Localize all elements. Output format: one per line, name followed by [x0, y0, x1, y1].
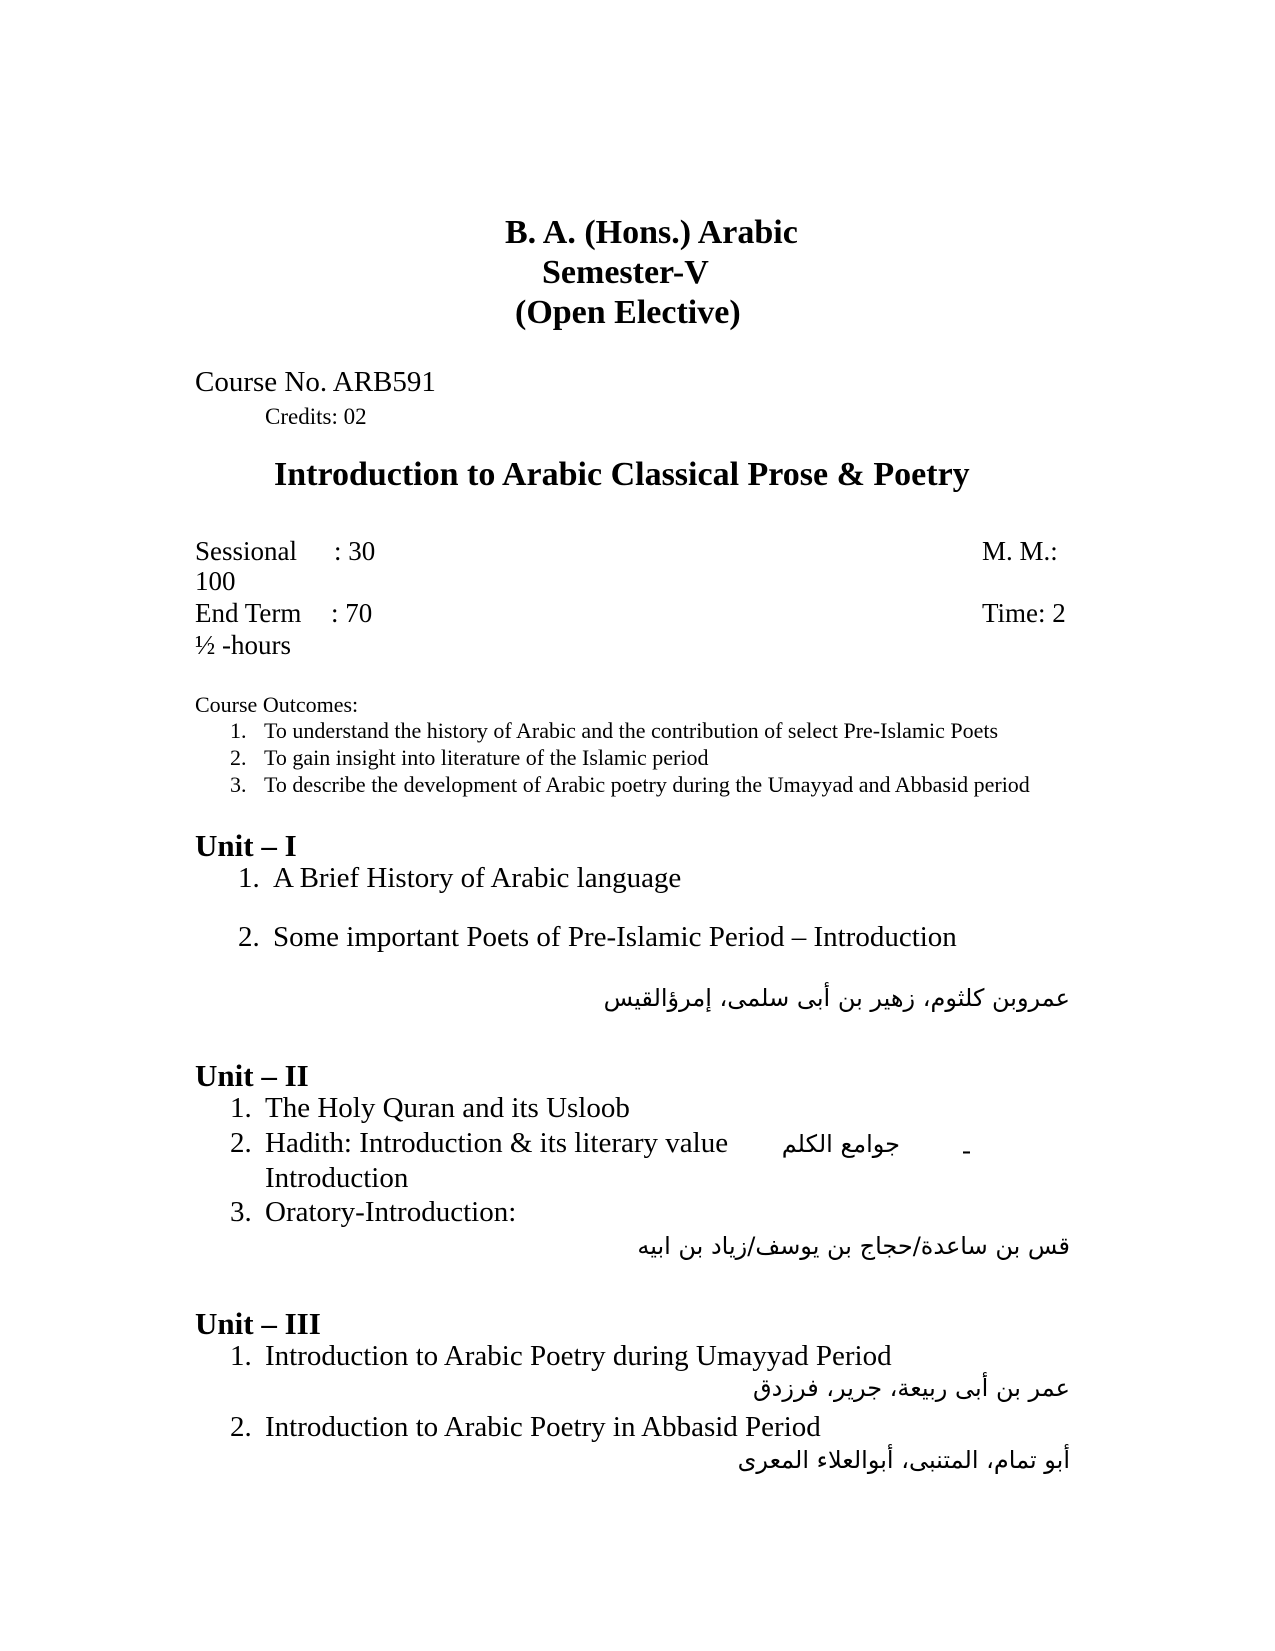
elective-type: (Open Elective) [515, 294, 741, 331]
unit-1-arabic-poets: عمروبن كلثوم، زهير بن أبى سلمى، إمرؤالقيس [603, 984, 1070, 1012]
outcome-number: 3. [230, 772, 247, 797]
item-number: 3. [230, 1196, 252, 1228]
unit-2-item-2-continuation: Introduction [265, 1162, 409, 1194]
end-term-value: : 70 [331, 598, 373, 628]
outcome-text: To understand the history of Arabic and the contribution of select Pre-Islamic Poets [264, 718, 999, 743]
max-marks-value: 100 [195, 566, 236, 596]
time-label: Time: 2 [982, 598, 1066, 628]
item-text: Some important Poets of Pre-Islamic Period – Introduction [273, 921, 957, 953]
course-outcomes-heading: Course Outcomes: [195, 692, 359, 717]
item-text: The Holy Quran and its Usloob [265, 1092, 630, 1124]
unit-3-item-2-arabic: أبو تمام، المتنبى، أبوالعلاء المعرى [737, 1446, 1070, 1474]
unit-3-heading: Unit – III [195, 1306, 321, 1341]
outcome-number: 1. [230, 718, 247, 743]
unit-2-item-2-dash: - [962, 1135, 971, 1165]
unit-1-heading: Unit – I [195, 828, 297, 863]
sessional-value: : 30 [334, 536, 376, 566]
item-text: Introduction to Arabic Poetry in Abbasid Period [265, 1411, 821, 1443]
semester-title: Semester-V [542, 254, 709, 291]
program-title: B. A. (Hons.) Arabic [505, 214, 798, 251]
unit-2-item-2-arabic: جوامع الكلم [781, 1130, 900, 1158]
course-title: Introduction to Arabic Classical Prose & Poetry [274, 456, 970, 493]
unit-2-arabic-orators: قس بن ساعدة/حجاج بن يوسف/زياد بن ابيه [637, 1232, 1070, 1260]
outcome-number: 2. [230, 745, 247, 770]
item-number: 1. [238, 862, 260, 894]
unit-3-item-1-arabic: عمر بن أبى ربيعة، جرير، فرزدق [753, 1374, 1070, 1402]
item-number: 1. [230, 1340, 252, 1372]
item-number: 2. [238, 921, 260, 953]
max-marks-label: M. M.: [982, 536, 1058, 566]
outcome-text: To gain insight into literature of the Islamic period [264, 745, 709, 770]
unit-2-heading: Unit – II [195, 1058, 309, 1093]
item-number: 2. [230, 1127, 252, 1159]
course-number: Course No. ARB591 [195, 366, 436, 398]
course-credits: Credits: 02 [265, 404, 367, 429]
item-number: 2. [230, 1411, 252, 1443]
item-text: Oratory-Introduction: [265, 1196, 517, 1228]
outcome-text: To describe the development of Arabic poetry during the Umayyad and Abbasid period [264, 772, 1030, 797]
sessional-label: Sessional [195, 536, 298, 566]
time-value: ½ -hours [195, 630, 291, 660]
end-term-label: End Term [195, 598, 302, 628]
item-number: 1. [230, 1092, 252, 1124]
item-text: Hadith: Introduction & its literary value [265, 1127, 729, 1159]
item-text: A Brief History of Arabic language [273, 862, 682, 894]
item-text: Introduction to Arabic Poetry during Umayyad Period [265, 1340, 892, 1372]
